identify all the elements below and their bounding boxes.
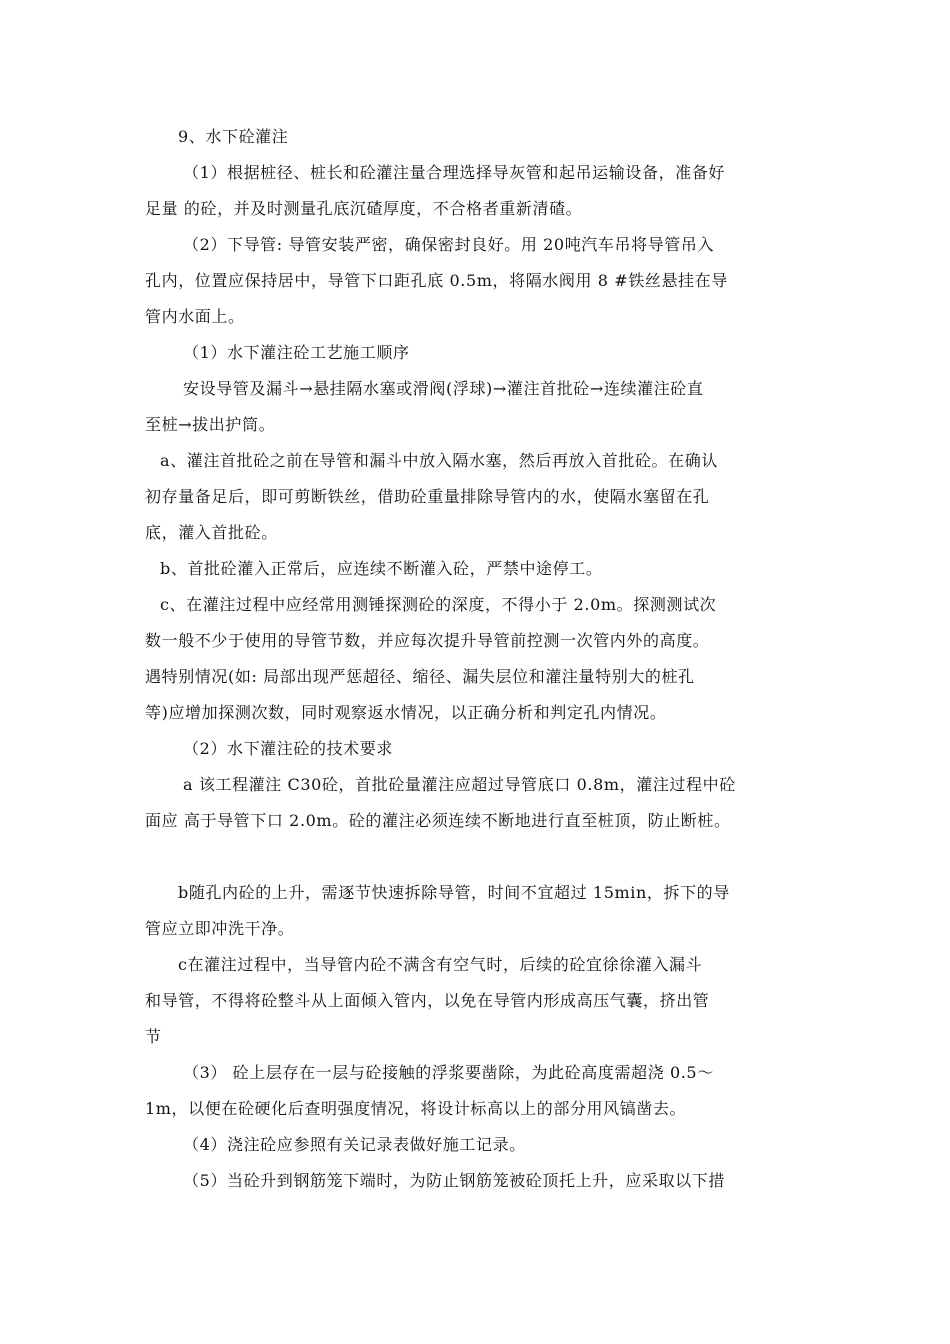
paragraph-line: 1m，以便在砼硬化后查明强度情况，将设计标高以上的部分用风镐凿去。 [145,1099,687,1118]
paragraph-line: c在灌注过程中，当导管内砼不满含有空气时，后续的砼宜徐徐灌入漏斗 [178,955,703,974]
paragraph-line: 和导管，不得将砼整斗从上面倾入管内，以免在导管内形成高压气囊，挤出管 [145,991,710,1010]
paragraph-line: a、灌注首批砼之前在导管和漏斗中放入隔水塞，然后再放入首批砼。在确认 [160,451,718,470]
paragraph-line: （1）根据桩径、桩长和砼灌注量合理选择导灰管和起吊运输设备，准备好 [183,163,725,182]
paragraph-line: 面应 高于导管下口 2.0m。砼的灌注必须连续不断地进行直至桩顶，防止断桩。 [145,811,731,830]
paragraph-line: 管内水面上。 [145,307,245,326]
paragraph-line: 底，灌入首批砼。 [145,523,278,542]
paragraph-line: 管应立即冲洗干净。 [145,919,295,938]
paragraph-line: 数一般不少于使用的导管节数，并应每次提升导管前控测一次管内外的高度。 [145,631,710,650]
paragraph-line: b随孔内砼的上升，需逐节快速拆除导管，时间不宜超过 15min，拆下的导 [178,883,730,902]
paragraph-line: 孔内，位置应保持居中，导管下口距孔底 0.5m，将隔水阀用 8 #铁丝悬挂在导 [145,271,728,290]
paragraph-line: 节 [145,1027,162,1046]
paragraph-line: （2）下导管: 导管安装严密，确保密封良好。用 20吨汽车吊将导管吊入 [183,235,715,254]
section-heading: 9、水下砼灌注 [178,127,289,146]
paragraph-line: a 该工程灌注 C30砼，首批砼量灌注应超过导管底口 0.8m，灌注过程中砼 [183,775,736,794]
paragraph-line: （3） 砼上层存在一层与砼接触的浮浆要凿除，为此砼高度需超浇 0.5～ [183,1063,714,1082]
paragraph-line: 等)应增加探测次数，同时观察返水情况，以正确分析和判定孔内情况。 [145,703,667,722]
paragraph-line: b、首批砼灌入正常后，应连续不断灌入砼，严禁中途停工。 [160,559,603,578]
paragraph-line: c、在灌注过程中应经常用测锤探测砼的深度，不得小于 2.0m。探测测试次 [160,595,717,614]
paragraph-line: 遇特别情况(如: 局部出现严惩超径、缩径、漏失层位和灌注量特别大的桩孔 [145,667,695,686]
paragraph-line: 初存量备足后，即可剪断铁丝，借助砼重量排除导管内的水，使隔水塞留在孔 [145,487,710,506]
subsection-heading: （2）水下灌注砼的技术要求 [183,739,393,758]
paragraph-line: 至桩→拔出护筒。 [145,415,276,434]
subsection-heading: （1）水下灌注砼工艺施工顺序 [183,343,410,362]
paragraph-line: （5）当砼升到钢筋笼下端时，为防止钢筋笼被砼顶托上升，应采取以下措 [183,1171,725,1190]
paragraph-line: （4）浇注砼应参照有关记录表做好施工记录。 [183,1135,526,1154]
paragraph-line: 安设导管及漏斗→悬挂隔水塞或滑阀(浮球)→灌注首批砼→连续灌注砼直 [183,379,704,398]
paragraph-line: 足量 的砼，并及时测量孔底沉碴厚度，不合格者重新清碴。 [145,199,583,218]
